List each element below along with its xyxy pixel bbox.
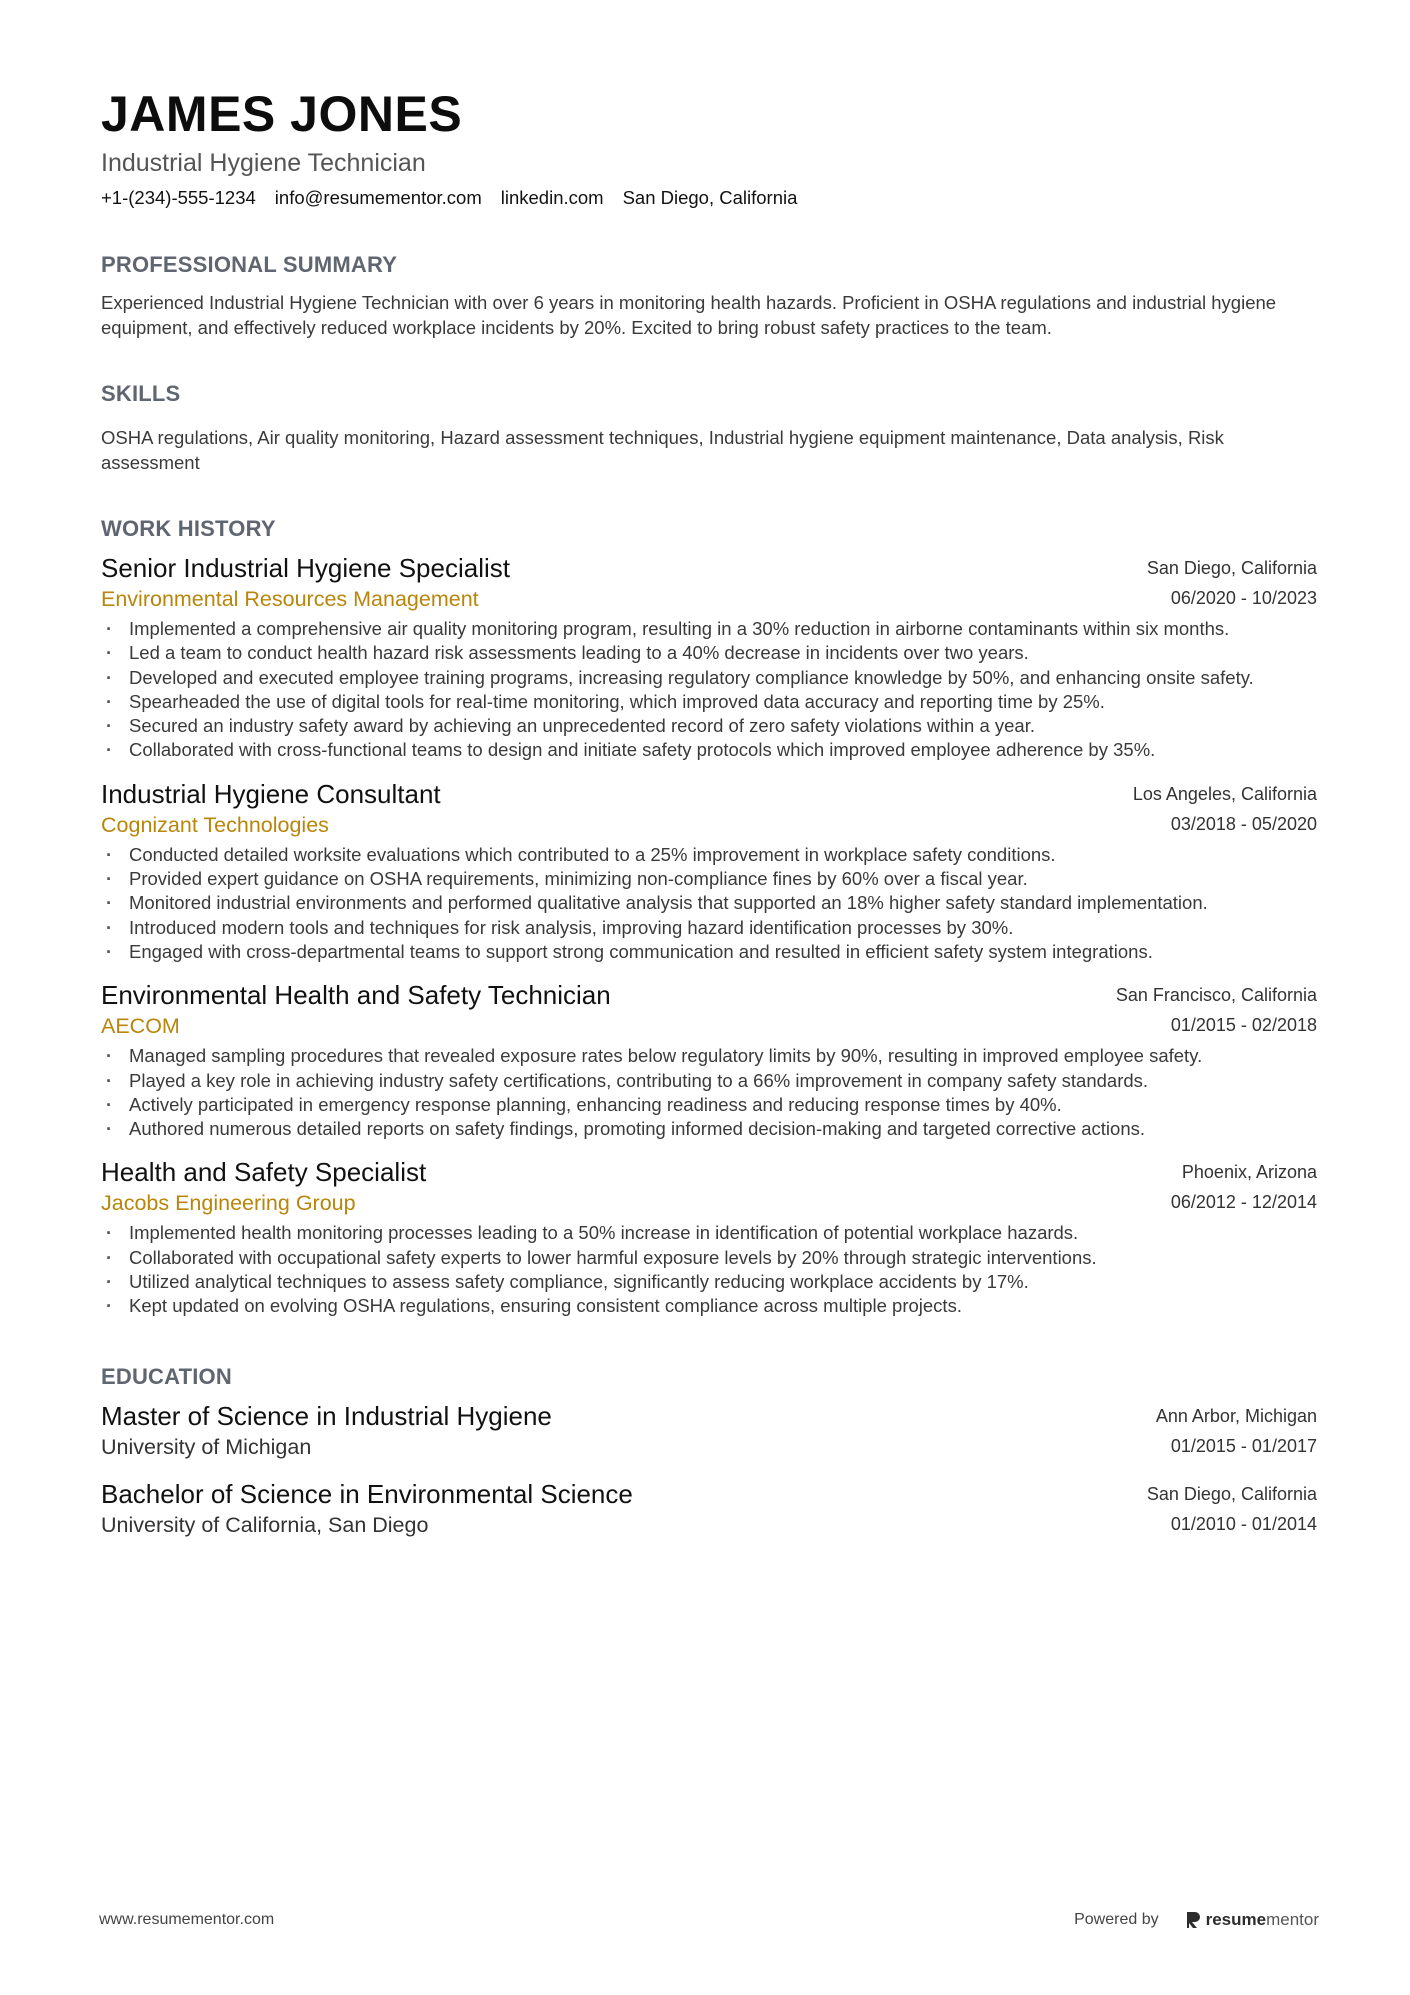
education-entry xyxy=(101,1479,1317,1539)
education-school: University of Michigan xyxy=(101,1434,312,1459)
powered-by xyxy=(1074,1910,1319,1930)
job-bullet: · Conducted detailed worksite evaluations which contributed to a 25% improvement in workplace safety conditions. xyxy=(101,843,1317,867)
job-bullet: · Collaborated with cross-functional teams to design and initiate safety protocols which improved employee adherence by 35%. xyxy=(101,738,1317,762)
education-dates: 01/2015 - 01/2017 xyxy=(1170,1435,1317,1456)
job-dates: 06/2012 - 12/2014 xyxy=(1170,1192,1317,1213)
job-bullets xyxy=(101,1221,1317,1318)
job-bullet: · Collaborated with occupational safety experts to lower harmful exposure levels by 20% through strategic interventions. xyxy=(101,1246,1317,1270)
job-company: Jacobs Engineering Group xyxy=(101,1191,356,1216)
jobs-list xyxy=(101,553,1317,1319)
job-entry xyxy=(101,1157,1317,1318)
job-bullet: · Played a key role in achieving industry safety certifications, contributing to a 66% improvement in company safety standards. xyxy=(101,1069,1317,1093)
contact-email[interactable]: info@resumementor.com xyxy=(274,187,482,208)
contact-location: San Diego, California xyxy=(622,187,798,208)
job-bullet: · Secured an industry safety award by achieving an unprecedented record of zero safety violations within a year. xyxy=(101,714,1317,738)
job-bullet: · Introduced modern tools and techniques for risk analysis, improving hazard identification processes by 30%. xyxy=(101,916,1317,940)
job-title: Health and Safety Specialist xyxy=(101,1157,427,1188)
footer-website[interactable]: www.resumementor.com xyxy=(99,1911,275,1928)
job-location: Los Angeles, California xyxy=(1132,783,1317,804)
education-location: San Diego, California xyxy=(1146,1483,1317,1504)
job-entry xyxy=(101,553,1317,763)
education-school: University of California, San Diego xyxy=(101,1512,429,1537)
skills-section xyxy=(101,380,1317,475)
job-entry xyxy=(101,980,1317,1141)
section-heading: WORK HISTORY xyxy=(101,516,276,541)
contact-phone[interactable]: +1-(234)-555-1234 xyxy=(101,187,256,208)
job-location: San Francisco, California xyxy=(1115,985,1317,1006)
powered-by-label: Powered by xyxy=(1074,1911,1159,1928)
education-degree: Bachelor of Science in Environmental Science xyxy=(101,1478,633,1509)
contact-linkedin[interactable]: linkedin.com xyxy=(500,187,604,208)
section-heading: SKILLS xyxy=(101,381,181,406)
job-company: Cognizant Technologies xyxy=(101,812,329,837)
skills-text: OSHA regulations, Air quality monitoring, Hazard assessment techniques, Industrial hygiene equipment maintenance, Data analysis, Risk assessment xyxy=(101,427,1224,473)
brand-mark-icon xyxy=(1185,1910,1201,1930)
job-bullet: · Kept updated on evolving OSHA regulations, ensuring consistent compliance across multiple projects. xyxy=(101,1294,1317,1318)
footer xyxy=(99,1910,1319,1930)
job-bullet: · Actively participated in emergency response planning, enhancing readiness and reducing response times by 40%. xyxy=(101,1093,1317,1117)
job-bullet: · Provided expert guidance on OSHA requirements, minimizing non-compliance fines by 60% over a fiscal year. xyxy=(101,867,1317,891)
job-bullet: · Implemented a comprehensive air quality monitoring program, resulting in a 30% reduction in airborne contaminants within six months. xyxy=(101,617,1317,641)
education-dates: 01/2010 - 01/2014 xyxy=(1170,1513,1317,1534)
job-bullet: · Utilized analytical techniques to assess safety compliance, significantly reducing workplace accidents by 17%. xyxy=(101,1270,1317,1294)
brand-bold: resume xyxy=(1205,1910,1267,1929)
contact-row xyxy=(101,185,1317,211)
job-bullet: · Monitored industrial environments and performed qualitative analysis that supported an 18% higher safety standard implementation. xyxy=(101,891,1317,915)
job-bullet: · Authored numerous detailed reports on safety findings, promoting informed decision-making and targeted corrective actions. xyxy=(101,1117,1317,1141)
job-bullet: · Implemented health monitoring processes leading to a 50% increase in identification of potential workplace hazards. xyxy=(101,1221,1317,1245)
job-bullets xyxy=(101,843,1317,964)
candidate-name: JAMES JONES xyxy=(101,86,463,142)
education-location: Ann Arbor, Michigan xyxy=(1155,1405,1317,1426)
brand-logo[interactable] xyxy=(1185,1910,1319,1930)
job-bullet: · Managed sampling procedures that revealed exposure rates below regulatory limits by 90%, resulting in improved employee safety. xyxy=(101,1044,1317,1068)
education-list xyxy=(101,1401,1317,1539)
brand-light: mentor xyxy=(1266,1910,1319,1929)
job-dates: 01/2015 - 02/2018 xyxy=(1170,1015,1317,1036)
job-header xyxy=(101,553,1317,613)
education-section xyxy=(101,1363,1317,1539)
candidate-title: Industrial Hygiene Technician xyxy=(101,149,426,177)
job-location: Phoenix, Arizona xyxy=(1181,1162,1317,1183)
job-title: Environmental Health and Safety Technician xyxy=(101,980,611,1011)
job-header xyxy=(101,980,1317,1040)
job-dates: 06/2020 - 10/2023 xyxy=(1170,588,1317,608)
education-degree: Master of Science in Industrial Hygiene xyxy=(101,1400,552,1431)
job-title: Senior Industrial Hygiene Specialist xyxy=(101,553,510,583)
job-bullet: · Spearheaded the use of digital tools for real-time monitoring, which improved data accuracy and reporting time by 25%. xyxy=(101,690,1317,714)
job-bullets xyxy=(101,617,1317,763)
job-header xyxy=(101,1157,1317,1217)
job-entry xyxy=(101,779,1317,964)
job-title: Industrial Hygiene Consultant xyxy=(101,778,441,809)
section-heading: EDUCATION xyxy=(101,1363,232,1389)
job-bullet: · Led a team to conduct health hazard risk assessments leading to a 40% decrease in incidents over two years. xyxy=(101,641,1317,665)
education-header xyxy=(101,1401,1317,1461)
resume-page xyxy=(101,85,1317,1539)
work-section xyxy=(101,515,1317,1319)
job-bullet: · Engaged with cross-departmental teams to support strong communication and resulted in efficient safety system integrations. xyxy=(101,940,1317,964)
education-entry xyxy=(101,1401,1317,1461)
summary-text: Experienced Industrial Hygiene Technician with over 6 years in monitoring health hazards. Proficient in OSHA regulations and industrial hygiene equipment, and effectively reduced workplace incidents by 20%. Excited to bring robust safety practices to the team. xyxy=(101,292,1277,338)
job-bullets xyxy=(101,1044,1317,1141)
section-heading: PROFESSIONAL SUMMARY xyxy=(101,252,398,277)
job-location: San Diego, California xyxy=(1146,558,1317,578)
summary-section xyxy=(101,251,1317,340)
job-company: AECOM xyxy=(101,1014,180,1039)
job-bullet: · Developed and executed employee training programs, increasing regulatory compliance knowledge by 50%, and enhancing onsite safety. xyxy=(101,666,1317,690)
job-company: Environmental Resources Management xyxy=(101,587,479,611)
job-dates: 03/2018 - 05/2020 xyxy=(1170,813,1317,834)
education-header xyxy=(101,1479,1317,1539)
job-header xyxy=(101,779,1317,839)
